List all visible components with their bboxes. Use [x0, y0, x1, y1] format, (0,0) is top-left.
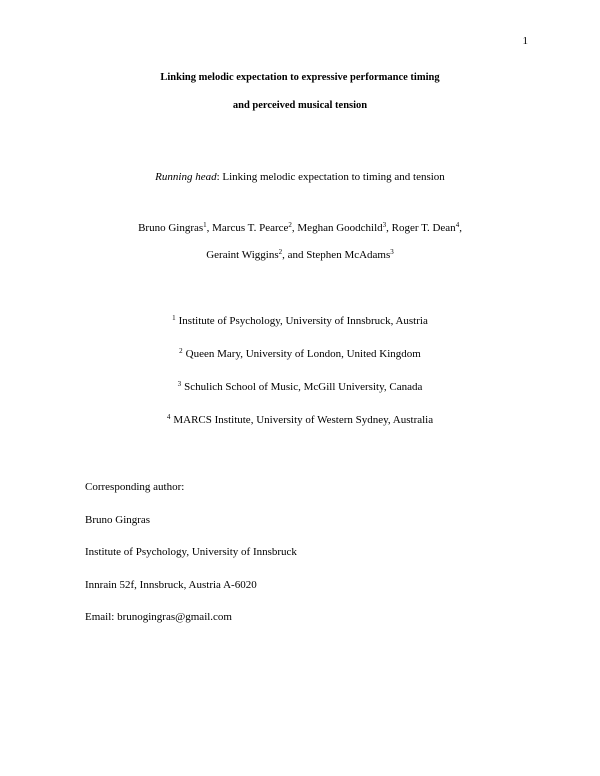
affiliation-2 [0, 348, 600, 360]
corresponding-author-label: Corresponding author: [85, 481, 185, 493]
affiliation-marker: 2 [179, 347, 183, 355]
affiliation-text: MARCS Institute, University of Western Sydney, Australia [173, 414, 434, 426]
affiliation-3 [0, 381, 600, 393]
author-affiliation-marker: 3 [382, 221, 387, 229]
running-head-text: : Linking melodic expectation to timing and tension [216, 171, 445, 183]
corresponding-author-address: Innrain 52f, Innsbruck, Austria A-6020 [85, 579, 257, 591]
paper-title-line-2: and perceived musical tension [232, 100, 368, 111]
author-name: Geraint Wiggins [206, 249, 279, 261]
author-affiliation-marker: 1 [203, 221, 207, 229]
author-name: Bruno Gingras [138, 222, 204, 234]
author-separator: , [386, 222, 392, 234]
corresponding-author-institution: Institute of Psychology, University of Innsbruck [85, 546, 297, 558]
author-separator: , [291, 222, 298, 234]
author-affiliation-marker: 2 [278, 248, 283, 256]
affiliation-text: Queen Mary, University of London, United Kingdom [185, 348, 421, 360]
author-list-line-1 [0, 222, 600, 234]
author-name: Meghan Goodchild [297, 222, 383, 234]
affiliation-text: Institute of Psychology, University of Innsbruck, Austria [178, 315, 428, 327]
running-head [0, 171, 600, 183]
affiliation-marker: 1 [172, 314, 176, 322]
affiliation-4 [0, 414, 600, 426]
affiliation-marker: 3 [177, 380, 182, 388]
author-name: Roger T. Dean [391, 222, 456, 234]
corresponding-author-email: Email: brunogingras@gmail.com [85, 611, 232, 623]
running-head-label: Running head [155, 171, 217, 183]
author-separator: , [459, 222, 462, 234]
author-name: Marcus T. Pearce [212, 222, 289, 234]
author-separator: , [206, 222, 213, 234]
author-affiliation-marker: 3 [390, 248, 394, 256]
affiliation-1 [0, 315, 600, 327]
author-name: Stephen McAdams [306, 249, 391, 261]
author-list-line-2 [0, 249, 600, 261]
author-separator: , and [282, 249, 307, 261]
affiliation-marker: 4 [166, 413, 171, 421]
paper-title-line-1: Linking melodic expectation to expressive performance timing [160, 72, 440, 83]
affiliation-text: Schulich School of Music, McGill University, Canada [184, 381, 423, 393]
corresponding-author-name: Bruno Gingras [85, 514, 151, 526]
author-affiliation-marker: 4 [455, 221, 460, 229]
author-affiliation-marker: 2 [288, 221, 292, 229]
page-number: 1 [522, 35, 528, 47]
